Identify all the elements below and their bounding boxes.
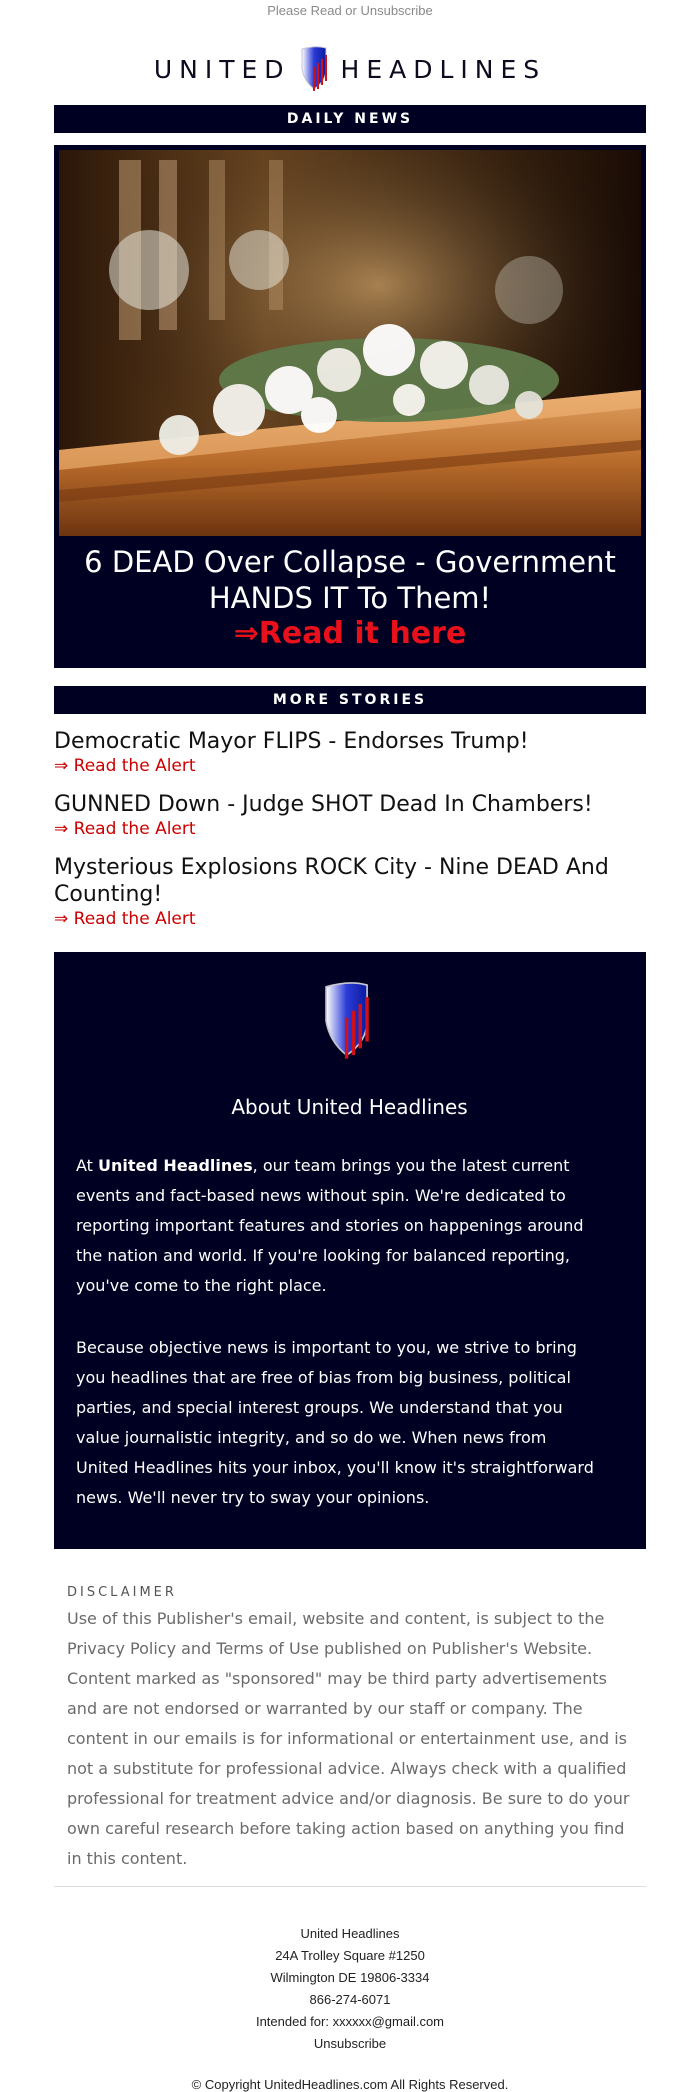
footer-address-line-1: 24A Trolley Square #1250: [275, 1948, 425, 1963]
hero-text: [59, 536, 641, 668]
story-item: [54, 728, 646, 777]
stories-list: [54, 728, 646, 930]
about-p1-rest: , our team brings you the latest current events and fact-based news without spin. We're dedicated to reporting important features and stories on happenings around the nation and world. If you're looking for balanced reporting, you've come to the right place.: [76, 1156, 584, 1295]
about-p1-prefix: At: [76, 1156, 99, 1175]
copyright: © Copyright UnitedHeadlines.com All Rights Reserved.: [191, 2077, 509, 2092]
brand-right: HEADLINES: [340, 54, 547, 84]
brand-left: UNITED: [153, 54, 291, 84]
divider: [54, 1886, 646, 1887]
hero-headline[interactable]: 6 DEAD Over Collapse - Government HANDS IT To Them!: [84, 545, 616, 615]
hero-cta-link[interactable]: ⇒Read it here: [233, 616, 467, 651]
story-title[interactable]: GUNNED Down - Judge SHOT Dead In Chambers!: [54, 792, 593, 817]
about-title: About United Headlines: [231, 1095, 468, 1119]
story-read-link[interactable]: ⇒ Read the Alert: [54, 909, 196, 929]
unsubscribe-link[interactable]: Unsubscribe: [313, 2036, 387, 2051]
brand-logo[interactable]: [0, 33, 700, 105]
footer-address-line-2: Wilmington DE 19806-3334: [270, 1970, 430, 1985]
story-item: [54, 791, 646, 840]
about-shield-logo: [76, 980, 601, 1067]
story-title[interactable]: Democratic Mayor FLIPS - Endorses Trump!: [54, 729, 529, 754]
shield-icon: [319, 980, 381, 1062]
about-brand-name: United Headlines: [98, 1156, 253, 1175]
about-paragraph-1: [76, 1151, 601, 1301]
story-read-link[interactable]: ⇒ Read the Alert: [54, 756, 196, 776]
more-stories-bar: MORE STORIES: [54, 686, 646, 714]
hero-block[interactable]: [54, 145, 646, 668]
disclaimer-section: [67, 1585, 633, 1874]
about-section: [54, 952, 646, 1549]
story-read-link[interactable]: ⇒ Read the Alert: [54, 819, 196, 839]
story-title[interactable]: Mysterious Explosions ROCK City - Nine DEAD And Counting!: [54, 855, 609, 907]
preheader: [0, 0, 700, 25]
footer-intended-for: Intended for: xxxxxx@gmail.com: [255, 2014, 445, 2029]
shield-icon: [299, 45, 333, 93]
daily-news-bar: DAILY NEWS: [54, 105, 646, 133]
disclaimer-heading: DISCLAIMER: [67, 1585, 177, 1600]
story-item: [54, 854, 646, 930]
footer: [0, 1923, 700, 2055]
footer-phone: 866-274-6071: [309, 1992, 391, 2007]
disclaimer-body: Use of this Publisher's email, website and content, is subject to the Privacy Policy and Terms of Use published on Publisher's Website. Content marked as "sponsored" may be third party advertisements and are not endorsed or warranted by our staff or company. The content in our emails is for informational or entertainment use, and is not a substitute for professional advice. Always check with a qualified professional for treatment advice and/or diagnosis. Be sure to do your own careful research before taking action based on anything you find in this content.: [67, 1609, 630, 1868]
footer-company: United Headlines: [300, 1926, 400, 1941]
hero-image[interactable]: [59, 150, 641, 536]
about-paragraph-2: Because objective news is important to you, we strive to bring you headlines that are free of bias from big business, political parties, and special interest groups. We understand that you value journalistic integrity, and so do we. When news from United Headlines hits your inbox, you'll know it's straightforward news. We'll never try to sway your opinions.: [76, 1338, 594, 1507]
preheader-link[interactable]: Please Read or Unsubscribe: [267, 3, 433, 18]
